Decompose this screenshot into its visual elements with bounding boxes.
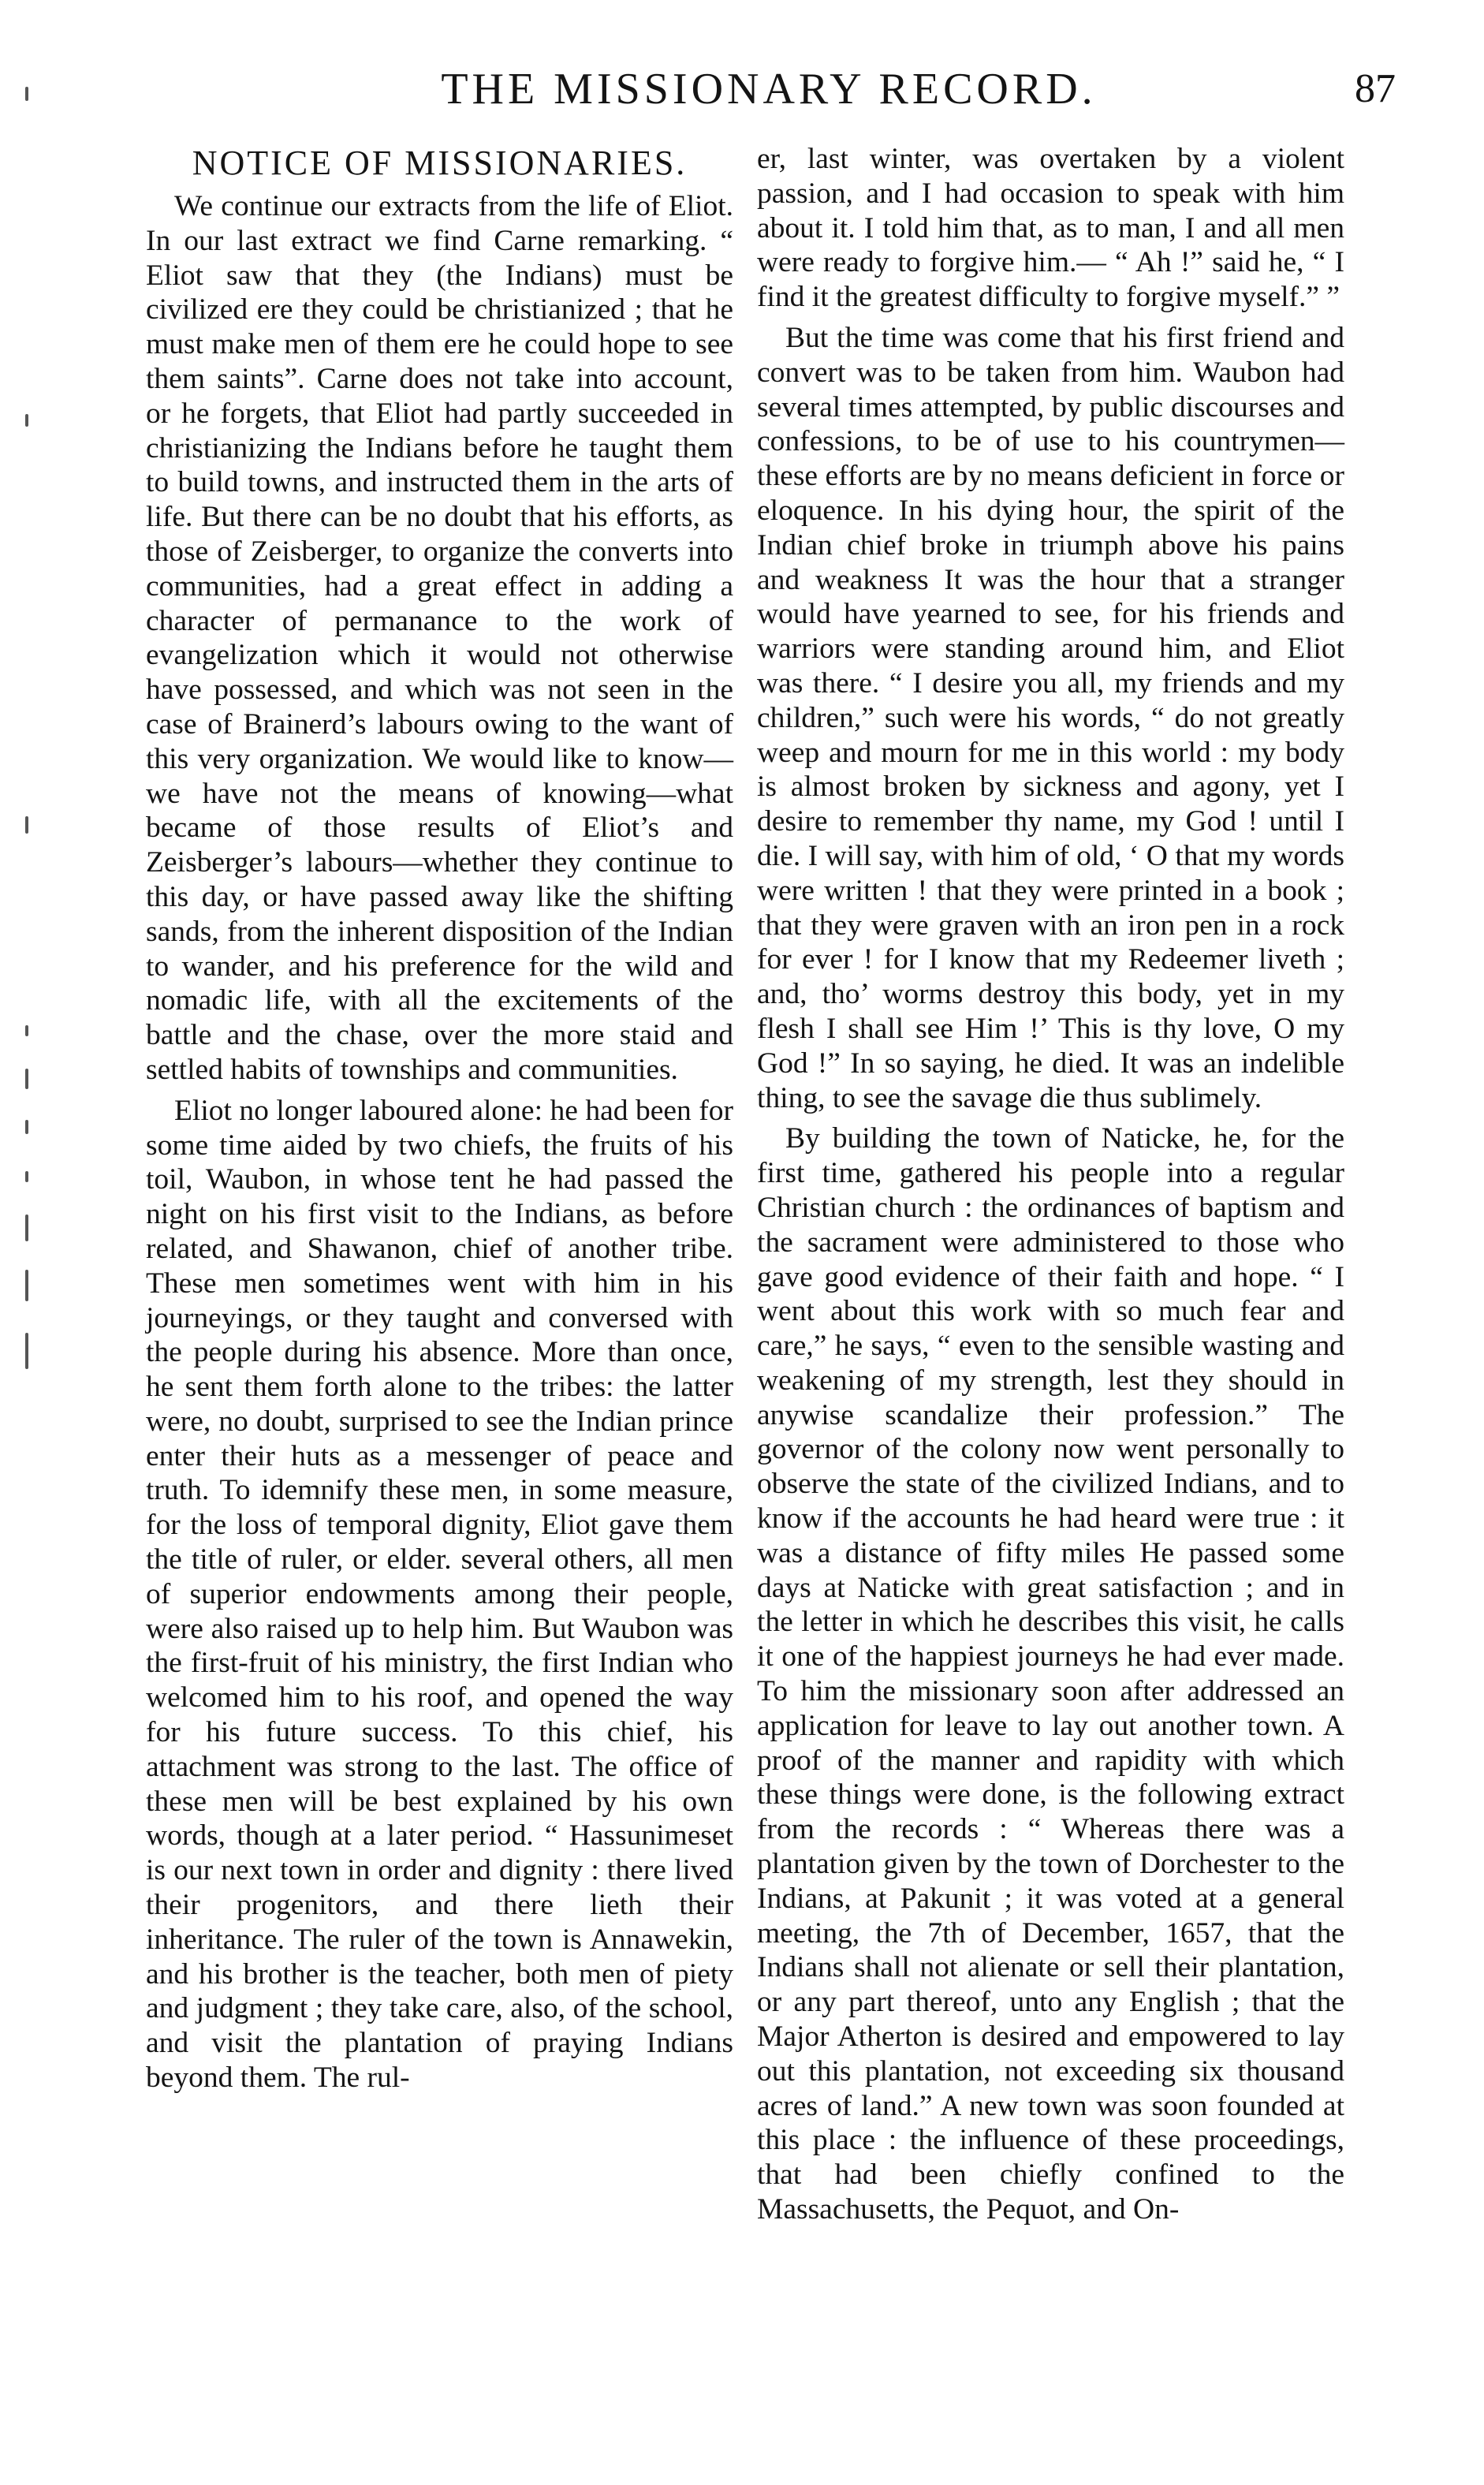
body-paragraph: Eliot no longer laboured alone: he had been for some time aided by two chiefs, the fruits of his toil, Waubon, in whose tent he had passed the night on his first visit to the Indians, as before related, and Shawanon, chief of another tribe. These men sometimes went with him in his journeyings, or they taught and conversed with the people during his absence. More than once, he sent them forth alone to the tribes: the latter were, no doubt, surprised to see the Indian prince enter their huts as a messenger of peace and truth. To idemnify these men, in some measure, for the loss of temporal dignity, Eliot gave them the title of ruler, or elder. several others, all men of superior endowments among their people, were also raised up to help him. But Waubon was the first-fruit of his ministry, the first Indian who welcomed him to his roof, and opened the way for his future success. To this chief, his attachment was strong to the last. The office of these men will be best explained by his own words, though at a later period. “ Hassunimeset is our next town in order and dignity : there lived their progenitors, and there lieth their inheritance. The ruler of the town is Annawekin, and his brother is the teacher, both men of piety and judgment ; they take care, also, of the school, and visit the plantation of praying Indians beyond them. The rul- bbox=[146, 1094, 733, 2095]
left-column bbox=[146, 142, 733, 2095]
article-heading: NOTICE OF MISSIONARIES. bbox=[192, 144, 688, 182]
body-paragraph: But the time was come that his first friend and convert was to be taken from him. Waubon had several times attempted, by public discourses and confessions, to be of use to his countrymen—these efforts are by no means deficient in force or eloquence. In his dying hour, the spirit of the Indian chief broke in triumph above his pains and weakness It was the hour that a stranger would have yearned to see, for his friends and warriors were standing around him, and Eliot was there. “ I desire you all, my friends and my children,” such were his words, “ do not greatly weep and mourn for me in this world : my body is almost broken by sickness and agony, yet I desire to remember thy name, my God ! until I die. I will say, with him of old, ‘ O that my words were written ! that they were printed in a book ; that they were graven with an iron pen in a rock for ever ! for I know that my Redeemer liveth ; and, tho’ worms destroy this body, yet in my flesh I shall see Him !’ This is thy love, O my God !” In so saying, he died. It was an indelible thing, to see the savage die thus sublimely. bbox=[757, 321, 1344, 1114]
scan-mark bbox=[25, 1215, 28, 1241]
scan-mark bbox=[25, 1025, 28, 1036]
scan-mark bbox=[25, 1120, 28, 1134]
scan-mark bbox=[25, 414, 28, 427]
right-column bbox=[757, 142, 1344, 2227]
scan-mark bbox=[25, 1069, 28, 1089]
body-paragraph: We continue our extracts from the life of Eliot. In our last extract we find Carne remarking. “ Eliot saw that they (the Indians) must be civilized ere they could be christianized ; that he must make men of them ere he could hope to see them saints”. Carne does not take into account, or he forgets, that Eliot had partly succeeded in christianizing the Indians before he taught them to build towns, and instructed them in the arts of life. But there can be no doubt that his efforts, as those of Zeisberger, to organize the converts into communities, had a great effect in adding a character of permanance to the work of evangelization which it would not otherwise have possessed, and which was not seen in the case of Brainerd’s labours owing to the want of this very organization. We would like to know—we have not the means of knowing—what became of those results of Eliot’s and Zeisberger’s labours—whether they continue to this day, or have passed away like the shifting sands, from the inherent disposition of the Indian to wander, and his preference for the wild and nomadic life, with all the excitements of the battle and the chase, over the more staid and settled habits of townships and communities. bbox=[146, 190, 733, 1086]
scan-mark bbox=[25, 1333, 28, 1369]
body-paragraph: By building the town of Naticke, he, for the first time, gathered his people into a regular Christian church : the ordinances of baptism and the sacrament were administered to those who gave good evidence of their faith and hope. “ I went about this work with so much fear and care,” he says, “ even to the sensible wasting and weakening of my strength, lest they should in anywise scandalize their profession.” The governor of the colony now went personally to observe the state of the civilized Indians, and to know if the accounts he had heard were true : it was a distance of fifty miles He passed some days at Naticke with great satisfaction ; and in the letter in which he describes this visit, he calls it one of the happiest journeys he had ever made. To him the missionary soon after addressed an application for leave to lay out another town. A proof of the manner and rapidity with which these things were done, is the following extract from the records : “ Whereas there was a plantation given by the town of Dorchester to the Indians, at Pakunit ; it was voted at a general meeting, the 7th of December, 1657, that the Indians shall not alienate or sell their plantation, or any part thereof, unto any English ; that the Major Atherton is desired and empowered to lay out this plantation, not exceeding six thousand acres of land.” A new town was soon founded at this place : the influence of these proceedings, that had been chiefly confined to the Massachusetts, the Pequot, and On- bbox=[757, 1122, 1344, 2226]
running-header bbox=[142, 62, 1396, 117]
page-number: 87 bbox=[1355, 66, 1396, 111]
scan-mark bbox=[25, 1270, 28, 1301]
body-paragraph-continued: er, last winter, was overtaken by a violent passion, and I had occasion to speak with him about it. I told him that, as to man, I and all men were ready to forgive him.— “ Ah !” said he, “ I find it the greatest difficulty to forgive myself.” ” bbox=[757, 143, 1344, 314]
margin-scan-marks bbox=[14, 79, 46, 2445]
scan-mark bbox=[25, 1171, 28, 1182]
scan-mark bbox=[25, 816, 28, 834]
running-title: THE MISSIONARY RECORD. bbox=[441, 65, 1097, 114]
scan-mark bbox=[25, 87, 28, 101]
